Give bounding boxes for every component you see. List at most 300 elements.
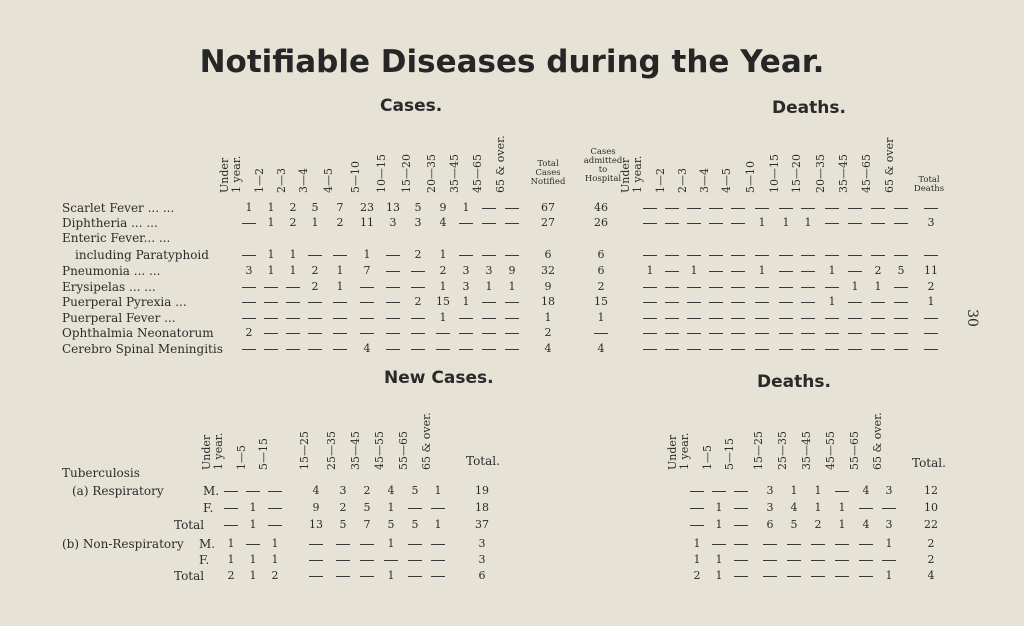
tb-case-cell: [431, 560, 445, 561]
case-cell: [411, 349, 425, 350]
death-cell: [779, 271, 793, 272]
case-cell: [308, 349, 322, 350]
tb-death-age-header-7-text: 55—65: [848, 431, 861, 470]
tb-total-header: Total.: [466, 454, 500, 468]
total-deaths-cell: [924, 255, 938, 256]
tb-death-cell: [811, 560, 825, 561]
tb-total-cell: 37: [475, 518, 489, 531]
death-cell: [825, 349, 839, 350]
tb-total-cell: 3: [478, 537, 486, 550]
total-cases-header: Total Cases Notified: [530, 159, 566, 187]
tb-case-cell: 2: [227, 569, 235, 582]
tb-death-cell: [859, 560, 873, 561]
tb-death-cell: 3: [885, 484, 893, 497]
tb-death-cell: 4: [862, 518, 870, 531]
tb-death-cell: [734, 544, 748, 545]
tb-sex-label: Total: [174, 518, 205, 532]
tb-case-age-header-7-text: 55—65: [397, 431, 410, 470]
tb-death-cell: [835, 560, 849, 561]
tb-case-cell: 1: [271, 553, 279, 566]
death-cell: [643, 255, 657, 256]
death-cell: 2: [874, 264, 882, 277]
case-cell: [459, 318, 473, 319]
tb-case-cell: [224, 508, 238, 509]
tb-case-cell: 1: [434, 484, 442, 497]
tb-group-label: (a) Respiratory: [72, 484, 164, 498]
death-cell: [731, 287, 745, 288]
death-cell: [643, 223, 657, 224]
death-age-header-4-text: 4—5: [720, 168, 733, 193]
tb-death-cell: [787, 544, 801, 545]
tb-death-cell: [734, 576, 748, 577]
disease-label: Scarlet Fever ... ...: [62, 201, 175, 215]
hospital-cell: [594, 333, 608, 334]
death-cell: [825, 208, 839, 209]
death-cell: [643, 208, 657, 209]
tb-case-age-header-3-text: 15—25: [298, 431, 311, 470]
tb-death-cell: [859, 508, 873, 509]
case-cell: 23: [360, 201, 374, 214]
total-deaths-header: Total Deaths: [913, 175, 945, 194]
disease-label: Enteric Fever... ...: [62, 231, 171, 245]
case-cell: [333, 318, 347, 319]
death-cell: [871, 333, 885, 334]
death-cell: [871, 255, 885, 256]
tb-sex-label: F.: [199, 553, 210, 567]
death-cell: [709, 208, 723, 209]
case-cell: 13: [386, 201, 400, 214]
tb-total-deaths-cell: 22: [924, 518, 938, 531]
tb-case-cell: 1: [227, 537, 235, 550]
tb-death-cell: 1: [814, 484, 822, 497]
tb-case-cell: [224, 491, 238, 492]
death-cell: 1: [828, 264, 836, 277]
death-cell: [779, 208, 793, 209]
tb-total-deaths-cell: 10: [924, 501, 938, 514]
tb-death-cell: 1: [693, 537, 701, 550]
disease-label: Puerperal Fever ...: [62, 311, 176, 325]
case-cell: [242, 318, 256, 319]
death-cell: [731, 318, 745, 319]
tb-death-age-header-6-text: 45—55: [824, 431, 837, 470]
disease-label: Erysipelas ... ...: [62, 280, 156, 294]
death-cell: [687, 333, 701, 334]
death-cell: [871, 223, 885, 224]
death-cell: [825, 223, 839, 224]
death-cell: [755, 208, 769, 209]
disease-label: Diphtheria ... ...: [62, 216, 158, 230]
total-cases-cell: 2: [544, 326, 552, 339]
tb-death-cell: [882, 560, 896, 561]
case-cell: [242, 349, 256, 350]
case-cell: 1: [439, 280, 447, 293]
tb-case-age-header-2-text: 5—15: [257, 438, 270, 470]
tb-case-cell: [431, 544, 445, 545]
case-cell: [386, 318, 400, 319]
tb-deaths-heading: Deaths.: [757, 372, 831, 392]
tb-death-cell: [734, 560, 748, 561]
case-cell: 3: [245, 264, 253, 277]
tb-case-cell: [431, 508, 445, 509]
case-cell: [459, 223, 473, 224]
death-cell: [665, 333, 679, 334]
death-cell: [687, 302, 701, 303]
case-age-header-2-text: 2—3: [275, 168, 288, 193]
tb-total-cell: 3: [478, 553, 486, 566]
case-cell: 3: [462, 264, 470, 277]
death-cell: [687, 223, 701, 224]
tb-case-cell: [360, 576, 374, 577]
disease-label: Pneumonia ... ...: [62, 264, 161, 278]
case-cell: [264, 318, 278, 319]
case-cell: 1: [267, 264, 275, 277]
tb-death-cell: 1: [885, 569, 893, 582]
tb-total-deaths-cell: 2: [927, 537, 935, 550]
death-cell: [894, 287, 908, 288]
death-cell: [643, 302, 657, 303]
case-cell: 1: [336, 264, 344, 277]
death-cell: [779, 333, 793, 334]
hospital-cell: 4: [597, 342, 605, 355]
tb-case-cell: 1: [387, 537, 395, 550]
deaths-heading: Deaths.: [772, 98, 846, 118]
tb-death-cell: [763, 560, 777, 561]
case-cell: [411, 271, 425, 272]
total-cases-cell: 27: [541, 216, 555, 229]
death-cell: [755, 349, 769, 350]
case-cell: 1: [485, 280, 493, 293]
tb-case-cell: [431, 576, 445, 577]
case-cell: [505, 318, 519, 319]
death-cell: [755, 255, 769, 256]
tb-group-label: (b) Non-Respiratory: [62, 537, 184, 551]
admitted-header: Cases admitted to Hospital: [583, 147, 623, 184]
death-age-header-0-text: Under 1 year.: [619, 155, 644, 193]
case-cell: 3: [414, 216, 422, 229]
hospital-cell: 15: [594, 295, 608, 308]
case-age-header-4-text: 4—5: [322, 168, 335, 193]
page-title: Notifiable Diseases during the Year.: [199, 44, 825, 80]
case-cell: [308, 255, 322, 256]
case-age-header-8-text: 20—35: [425, 154, 438, 193]
case-cell: [286, 318, 300, 319]
tb-death-cell: 1: [885, 537, 893, 550]
total-cases-cell: 4: [544, 342, 552, 355]
case-cell: [482, 333, 496, 334]
death-age-header-9-text: 35—45: [837, 154, 850, 193]
page-number: 30: [963, 309, 980, 327]
case-age-header-5-text: 5—10: [349, 161, 362, 193]
tb-case-cell: [309, 544, 323, 545]
death-cell: [894, 333, 908, 334]
case-cell: [360, 318, 374, 319]
case-cell: 2: [245, 326, 253, 339]
case-cell: [482, 318, 496, 319]
death-age-header-11-text: 65 & over: [883, 137, 896, 193]
total-cases-cell: 1: [544, 311, 552, 324]
death-cell: [755, 287, 769, 288]
tb-case-age-header-1-text: 1—5: [235, 445, 248, 470]
death-cell: [665, 318, 679, 319]
total-cases-cell: 32: [541, 264, 555, 277]
total-deaths-cell: [924, 349, 938, 350]
tuberculosis-label: Tuberculosis: [62, 466, 140, 480]
death-cell: [755, 318, 769, 319]
tb-death-cell: 5: [790, 518, 798, 531]
tb-death-cell: [811, 576, 825, 577]
tb-death-cell: [882, 508, 896, 509]
case-cell: [482, 302, 496, 303]
tb-death-cell: [734, 491, 748, 492]
death-cell: [731, 333, 745, 334]
tb-case-cell: 3: [339, 484, 347, 497]
tb-death-cell: [763, 544, 777, 545]
case-cell: 2: [414, 295, 422, 308]
case-cell: 1: [267, 248, 275, 261]
death-cell: [825, 287, 839, 288]
tb-death-age-header-4-text: 25—35: [776, 431, 789, 470]
case-cell: [505, 302, 519, 303]
death-cell: [848, 208, 862, 209]
death-cell: [801, 333, 815, 334]
case-age-header-0-text: Under 1 year.: [218, 155, 243, 193]
tb-death-cell: [811, 544, 825, 545]
tb-case-cell: [408, 508, 422, 509]
case-cell: [333, 349, 347, 350]
case-cell: [386, 333, 400, 334]
death-cell: [687, 318, 701, 319]
death-cell: [709, 255, 723, 256]
tb-total-cell: 19: [475, 484, 489, 497]
death-cell: [871, 302, 885, 303]
tb-case-cell: 1: [227, 553, 235, 566]
death-cell: [731, 255, 745, 256]
disease-label: Cerebro Spinal Meningitis: [62, 342, 223, 356]
tb-case-cell: 1: [249, 553, 257, 566]
case-cell: [360, 333, 374, 334]
case-cell: [505, 223, 519, 224]
tb-death-cell: 3: [766, 484, 774, 497]
death-cell: [848, 333, 862, 334]
case-cell: 1: [245, 201, 253, 214]
death-cell: [665, 255, 679, 256]
death-cell: [848, 302, 862, 303]
tb-death-cell: [835, 491, 849, 492]
tb-case-cell: 2: [363, 484, 371, 497]
tb-death-cell: 3: [885, 518, 893, 531]
total-deaths-cell: 1: [927, 295, 935, 308]
death-cell: [801, 255, 815, 256]
tb-case-cell: [246, 544, 260, 545]
total-deaths-cell: [924, 333, 938, 334]
tb-case-cell: [336, 576, 350, 577]
death-cell: [848, 255, 862, 256]
disease-label: Puerperal Pyrexia ...: [62, 295, 187, 309]
death-age-header-6-text: 10—15: [768, 154, 781, 193]
tb-death-cell: 1: [715, 518, 723, 531]
death-cell: [731, 223, 745, 224]
tb-case-cell: [384, 560, 398, 561]
tb-case-cell: [309, 576, 323, 577]
tb-total-deaths-cell: 12: [924, 484, 938, 497]
case-cell: 7: [363, 264, 371, 277]
death-cell: [731, 349, 745, 350]
tb-death-cell: [734, 508, 748, 509]
tb-case-cell: 13: [309, 518, 323, 531]
tb-case-cell: [268, 525, 282, 526]
case-cell: 3: [462, 280, 470, 293]
tb-case-cell: [268, 491, 282, 492]
tb-case-cell: 1: [387, 501, 395, 514]
case-cell: [411, 287, 425, 288]
case-cell: [264, 287, 278, 288]
case-cell: 1: [289, 264, 297, 277]
death-cell: [848, 271, 862, 272]
case-cell: [264, 333, 278, 334]
case-cell: [360, 287, 374, 288]
case-cell: 1: [363, 248, 371, 261]
death-cell: [643, 287, 657, 288]
tb-death-age-header-8-text: 65 & over.: [871, 412, 884, 470]
tb-total-cell: 18: [475, 501, 489, 514]
total-deaths-cell: 3: [927, 216, 935, 229]
tb-case-cell: 2: [271, 569, 279, 582]
tb-death-cell: [859, 544, 873, 545]
case-cell: 1: [462, 201, 470, 214]
tb-death-age-header-0-text: Under 1 year.: [666, 432, 691, 470]
hospital-cell: 2: [597, 280, 605, 293]
case-age-header-1-text: 1—2: [253, 168, 266, 193]
death-cell: [709, 333, 723, 334]
case-cell: 1: [462, 295, 470, 308]
tb-case-cell: [408, 560, 422, 561]
case-cell: 2: [289, 201, 297, 214]
death-cell: [731, 271, 745, 272]
tb-death-cell: 1: [814, 501, 822, 514]
tb-death-age-header-2-text: 5—15: [723, 438, 736, 470]
death-cell: [709, 287, 723, 288]
case-age-header-7-text: 15—20: [400, 154, 413, 193]
tb-death-age-header-3-text: 15—25: [752, 431, 765, 470]
hospital-cell: 6: [597, 264, 605, 277]
tb-case-cell: 5: [411, 484, 419, 497]
death-cell: [779, 349, 793, 350]
case-cell: [411, 333, 425, 334]
case-cell: [308, 318, 322, 319]
death-cell: [894, 255, 908, 256]
death-cell: [894, 208, 908, 209]
tb-case-age-header-0-text: Under 1 year.: [200, 432, 225, 470]
tb-case-cell: [360, 544, 374, 545]
case-cell: [386, 271, 400, 272]
tb-case-cell: [408, 576, 422, 577]
death-cell: [779, 255, 793, 256]
tb-death-cell: [859, 576, 873, 577]
total-deaths-cell: [924, 208, 938, 209]
case-age-header-10-text: 45—65: [471, 154, 484, 193]
case-cell: 2: [414, 248, 422, 261]
death-cell: [731, 302, 745, 303]
tb-case-age-header-8-text: 65 & over.: [420, 412, 433, 470]
case-cell: [286, 302, 300, 303]
case-cell: [459, 349, 473, 350]
case-cell: [308, 302, 322, 303]
tb-death-cell: [712, 491, 726, 492]
tb-sex-label: F.: [203, 501, 214, 515]
death-cell: [709, 223, 723, 224]
tb-death-total-header: Total.: [912, 456, 946, 470]
case-cell: 11: [360, 216, 374, 229]
tb-death-cell: [787, 576, 801, 577]
tb-death-cell: [690, 491, 704, 492]
tb-case-cell: 2: [339, 501, 347, 514]
tb-case-cell: 5: [339, 518, 347, 531]
death-age-header-1-text: 1—2: [654, 168, 667, 193]
hospital-cell: 26: [594, 216, 608, 229]
death-cell: 1: [874, 280, 882, 293]
death-cell: [848, 223, 862, 224]
death-cell: [709, 349, 723, 350]
death-cell: 1: [804, 216, 812, 229]
tb-case-cell: 5: [363, 501, 371, 514]
tb-death-cell: [835, 544, 849, 545]
tb-case-cell: [360, 560, 374, 561]
case-cell: [264, 302, 278, 303]
case-cell: [360, 302, 374, 303]
death-cell: [894, 349, 908, 350]
tb-death-cell: 4: [862, 484, 870, 497]
case-cell: 1: [267, 201, 275, 214]
case-cell: [436, 349, 450, 350]
case-cell: 2: [311, 280, 319, 293]
death-cell: 1: [828, 295, 836, 308]
cases-heading: Cases.: [380, 96, 443, 116]
tb-case-age-header-5-text: 35—45: [349, 431, 362, 470]
hospital-cell: 6: [597, 248, 605, 261]
death-cell: 1: [646, 264, 654, 277]
case-cell: 3: [389, 216, 397, 229]
tb-total-deaths-cell: 2: [927, 553, 935, 566]
tb-death-cell: 3: [766, 501, 774, 514]
death-cell: [871, 318, 885, 319]
death-cell: [665, 223, 679, 224]
case-cell: [505, 208, 519, 209]
total-deaths-cell: 11: [924, 264, 938, 277]
case-cell: [386, 302, 400, 303]
total-cases-cell: 9: [544, 280, 552, 293]
case-cell: 1: [336, 280, 344, 293]
new-cases-heading: New Cases.: [384, 368, 494, 388]
tb-total-deaths-cell: 4: [927, 569, 935, 582]
case-cell: [242, 302, 256, 303]
death-cell: [755, 333, 769, 334]
tb-case-cell: 1: [271, 537, 279, 550]
tb-sex-label: Total: [174, 569, 205, 583]
case-cell: 2: [439, 264, 447, 277]
tb-death-cell: [734, 525, 748, 526]
case-cell: 1: [439, 311, 447, 324]
hospital-cell: 1: [597, 311, 605, 324]
case-cell: [482, 349, 496, 350]
tb-case-cell: [336, 560, 350, 561]
death-cell: 1: [690, 264, 698, 277]
case-cell: [436, 333, 450, 334]
case-cell: [286, 333, 300, 334]
death-cell: [825, 318, 839, 319]
case-cell: [242, 223, 256, 224]
death-cell: [665, 302, 679, 303]
tb-death-age-header-5-text: 35—45: [800, 431, 813, 470]
